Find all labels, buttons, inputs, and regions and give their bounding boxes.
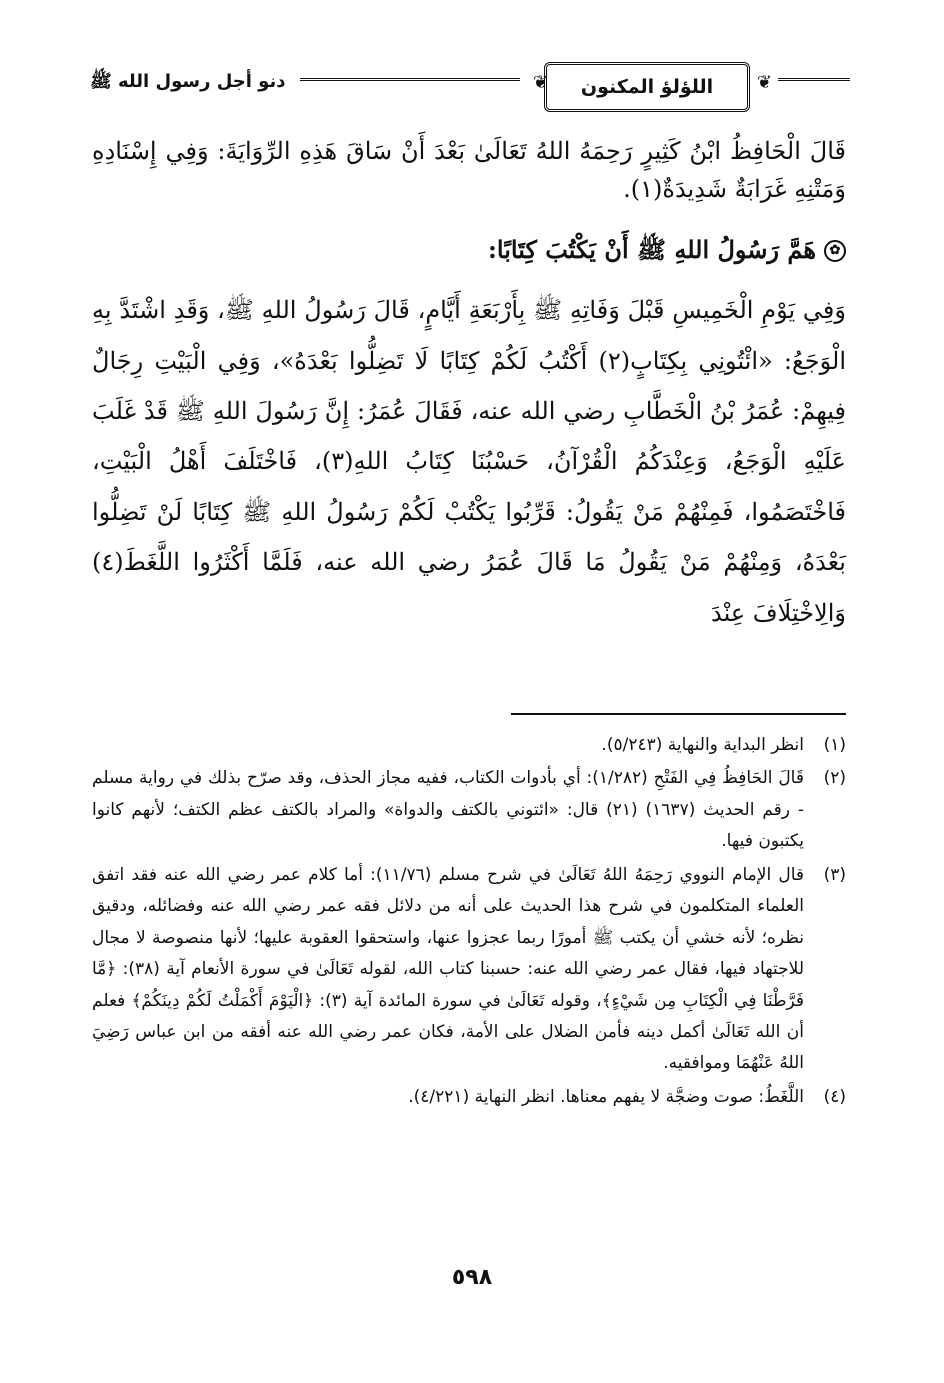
footnote — [92, 763, 846, 857]
ornament-icon: ❦ — [756, 72, 772, 93]
footnote-number: (١) — [823, 735, 846, 755]
page-number: ٥٩٨ — [451, 1265, 493, 1290]
footnote — [92, 860, 846, 1080]
footnote — [92, 730, 846, 761]
chapter-title: دنو أجل رسول الله ﷺ — [90, 71, 286, 92]
header-rule-right — [778, 78, 850, 85]
footnote-text: قَالَ الحَافِظُ فِي الفَتْحِ (١/٢٨٢): أي بأدوات الكتاب، ففيه مجاز الحذف، وقد صرّح بذلك في رواية مسلم - رقم الحديث (١٦٣٧) (٢١) قال: «ائتوني بالكتف والدواة» والمراد بالكتف عظم الكتف؛ لأنهم كانوا يكتبون فيها. — [92, 768, 804, 852]
footnote-number: (٤) — [823, 1086, 846, 1107]
footnote-text: اللَّغَطُ: صوت وضجَّة لا يفهم معناها. انظر النهاية (٤/٢٢١). — [408, 1086, 804, 1107]
footnote — [92, 1082, 846, 1113]
footnote-number: (٣) — [823, 864, 846, 885]
section-heading-text: هَمَّ رَسُولُ اللهِ ﷺ أَنْ يَكْتُبَ كِتَابًا: — [488, 234, 816, 264]
footnote-number: (٢) — [823, 768, 846, 789]
header-rule-middle — [300, 78, 520, 85]
footnotes — [92, 730, 846, 1115]
flower-bullet-icon: ✿ — [824, 240, 846, 262]
section-heading — [92, 231, 846, 269]
paragraph: قَالَ الْحَافِظُ ابْنُ كَثِيرٍ رَحِمَهُ اللهُ تَعَالَىٰ بَعْدَ أَنْ سَاقَ هَذِهِ الرِّوَايَةَ: وَفِي إِسْنَادِهِ وَمَتْنِهِ غَرَابَةٌ شَدِيدَةٌ(١). — [92, 137, 846, 204]
book-title: اللؤلؤ المكنون — [580, 76, 714, 98]
footnote-text: قال الإمام النووي رَحِمَهُ اللهُ تَعَالَىٰ في شرح مسلم (١١/٧٦): أما كلام عمر رضي الله عنه فقد اتفق العلماء المتكلمون في شرح هذا الحديث على أنه من دلائل فقه عمر رضي الله عنه وفضائله، ودقيق نظره؛ لأنه خشي أن يكتب ﷺ أمورًا ربما عجزوا عنها، واستحقوا العقوبة عليها؛ لأنها منصوصة لا مجال للاجتهاد فيها، فقال عمر رضي الله عنه: حسبنا كتاب الله، لقوله تَعَالَىٰ في سورة الأنعام آية (٣٨): ﴿مَّا فَرَّطْنَا فِي الْكِتَابِ مِن شَيْءٍ﴾، وقوله تَعَالَىٰ في سورة المائدة آية (٣): ﴿الْيَوْمَ أَكْمَلْتُ لَكُمْ دِينَكُمْ﴾ فعلم أن الله تَعَالَىٰ أكمل دينه فأمن الضلال على الأمة، فكان عمر رضي الله عنه أفقه من ابن عباس رَضِيَ اللهُ عَنْهُمَا وموافقيه. — [92, 864, 804, 1074]
footnote-text: انظر البداية والنهاية (٥/٢٤٣). — [601, 735, 804, 755]
running-header — [90, 60, 850, 120]
book-title-frame — [544, 62, 750, 112]
ornament-icon: ❦ — [532, 72, 548, 93]
footnote-divider — [511, 713, 846, 715]
main-text — [92, 132, 846, 638]
paragraph: وَفِي يَوْمِ الْخَمِيسِ قَبْلَ وَفَاتِهِ ﷺ بِأَرْبَعَةِ أَيَّامٍ، قَالَ رَسُولُ اللهِ ﷺ، وَقَدِ اشْتَدَّ بِهِ الْوَجَعُ: «ائْتُونِي بِكِتَابٍ(٢) أَكْتُبُ لَكُمْ كِتَابًا لَا تَضِلُّوا بَعْدَهُ»، وَفِي الْبَيْتِ رِجَالٌ فِيهِمْ: عُمَرُ بْنُ الْخَطَّابِ رضي الله عنه، فَقَالَ عُمَرُ: إِنَّ رَسُولَ اللهِ ﷺ قَدْ غَلَبَ عَلَيْهِ الْوَجَعُ، وَعِنْدَكُمُ الْقُرْآنُ، حَسْبُنَا كِتَابُ اللهِ(٣)، فَاخْتَلَفَ أَهْلُ الْبَيْتِ، فَاخْتَصَمُوا، فَمِنْهُمْ مَنْ يَقُولُ: قَرِّبُوا يَكْتُبْ لَكُمْ رَسُولُ اللهِ ﷺ كِتَابًا لَنْ تَضِلُّوا بَعْدَهُ، وَمِنْهُمْ مَنْ يَقُولُ مَا قَالَ عُمَرُ رضي الله عنه، فَلَمَّا أَكْثَرُوا اللَّغَطَ(٤) وَالِاخْتِلَافَ عِنْدَ — [92, 296, 846, 627]
